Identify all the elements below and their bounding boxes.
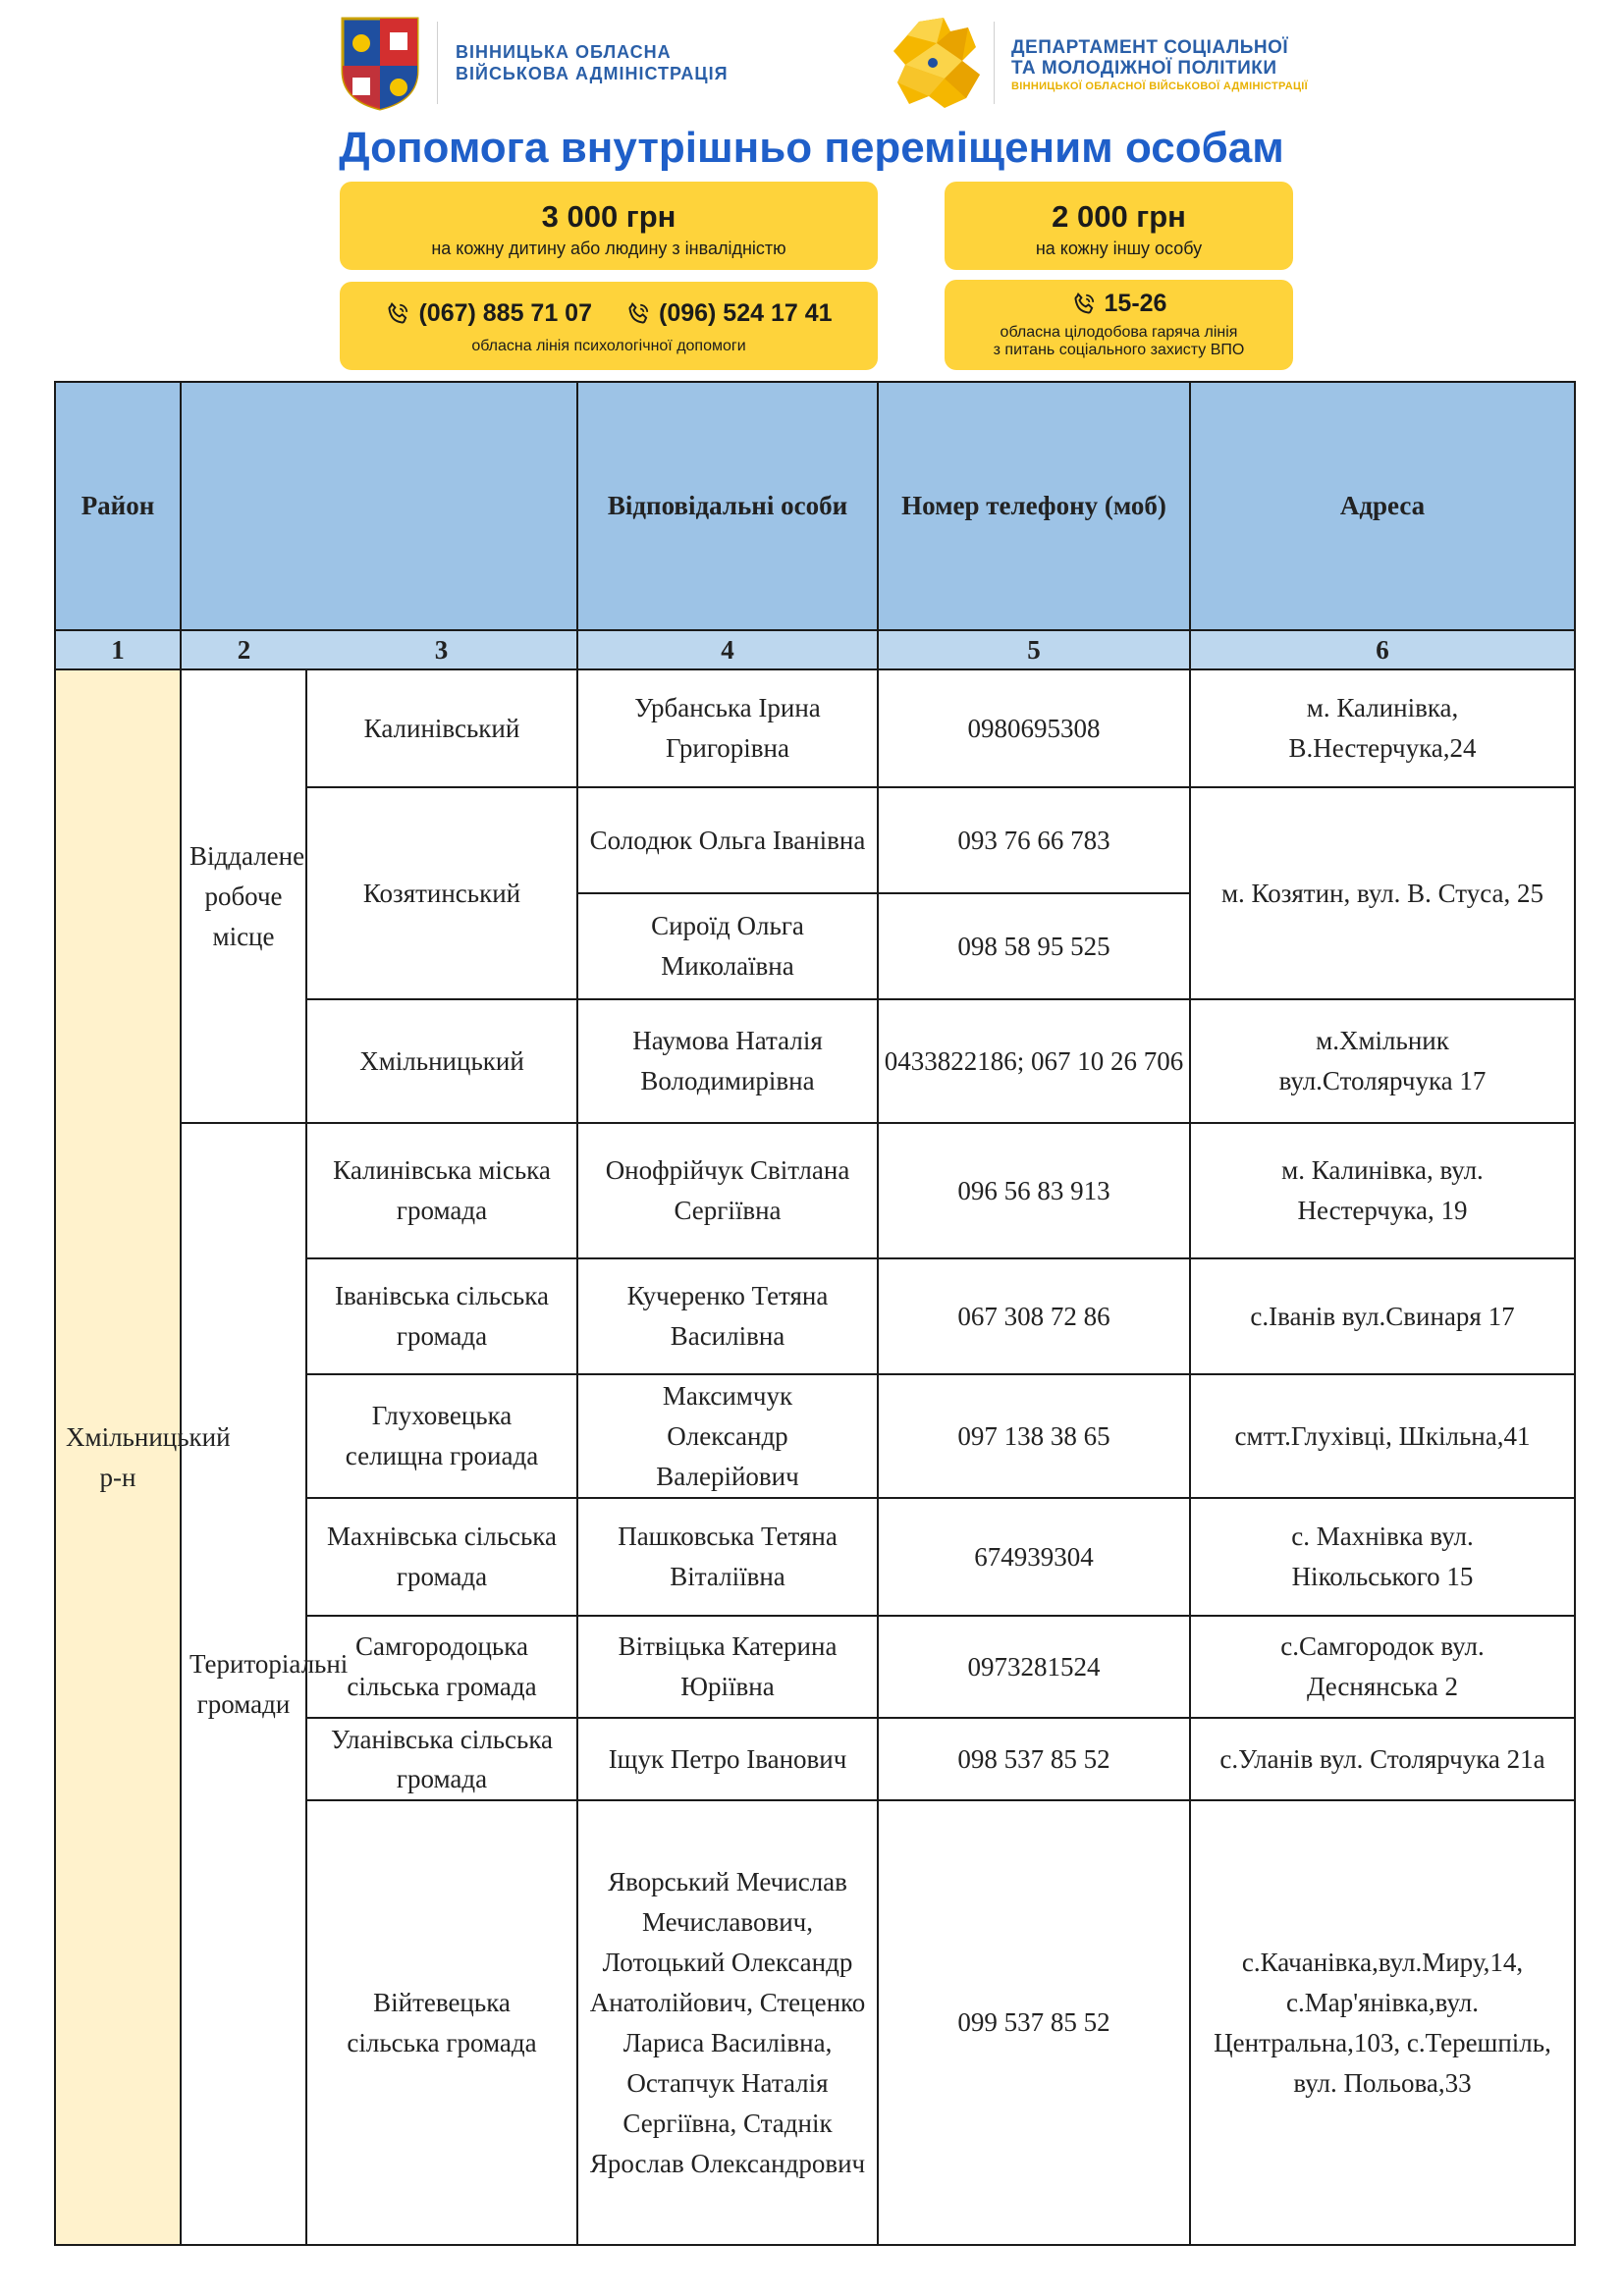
phone-icon [625, 301, 651, 327]
page-title: Допомога внутрішньо переміщеним особам [339, 124, 1284, 172]
person-cell: Сироїд Ольга Миколаївна [577, 893, 878, 999]
org-left-line-2: ВІЙСЬКОВА АДМІНІСТРАЦІЯ [456, 64, 729, 83]
header-empty [181, 382, 577, 630]
psych-help-text: обласна лінія психологічної допомоги [471, 338, 746, 354]
person-cell: Кучеренко Тетяна Василівна [577, 1258, 878, 1374]
person-cell: Солодюк Ольга Іванівна [577, 787, 878, 893]
column-number-row [55, 630, 1575, 669]
col-number: 5 [878, 630, 1190, 669]
hotline-text-1: обласна цілодобова гаряча лінія [1000, 324, 1238, 341]
unit-cell: Іванівська сільська громада [306, 1258, 577, 1374]
col-number: 4 [577, 630, 878, 669]
unit-cell: Калинівська міська громада [306, 1123, 577, 1258]
person-cell: Онофрійчук Світлана Сергіївна [577, 1123, 878, 1258]
header-responsible: Відповідальні особи [577, 382, 878, 630]
org-right-line-3: ВІННИЦЬКОЇ ОБЛАСНОЇ ВІЙСЬКОВОЇ АДМІНІСТРАЦІЇ [1011, 80, 1308, 92]
person-cell: Максимчук Олександр Валерійович [577, 1374, 878, 1498]
aid-other-amount: 2 000 грн [1052, 199, 1186, 234]
phone-cell: 099 537 85 52 [878, 1800, 1190, 2245]
hotline-number[interactable]: 15-26 [1071, 290, 1167, 318]
phone-cell: 097 138 38 65 [878, 1374, 1190, 1498]
address-cell: с. Махнівка вул. Нікольського 15 [1190, 1498, 1575, 1616]
header-address: Адреса [1190, 382, 1575, 630]
address-cell: м.Хмільник вул.Столярчука 17 [1190, 999, 1575, 1123]
org-name-left [456, 41, 729, 84]
psych-help-box [340, 282, 878, 370]
person-cell: Вітвіцька Катерина Юріївна [577, 1616, 878, 1718]
phone-cell: 674939304 [878, 1498, 1190, 1616]
vinnytsia-region-map-logo [890, 14, 988, 112]
org-right-line-1: ДЕПАРТАМЕНТ СОЦІАЛЬНОЇ [1011, 37, 1289, 58]
phone-cell: 0980695308 [878, 669, 1190, 787]
vinnytsia-coat-of-arms-logo [341, 17, 419, 111]
unit-cell: Козятинський [306, 787, 577, 999]
group-remote-cell: Віддалене робоче місце [181, 669, 306, 1123]
phone-cell: 067 308 72 86 [878, 1258, 1190, 1374]
header-phone: Номер телефону (моб) [878, 382, 1190, 630]
header-divider-left [437, 22, 438, 104]
table-row [55, 1123, 1575, 1258]
phone-cell: 0973281524 [878, 1616, 1190, 1718]
address-cell: с.Самгородок вул. Деснянська 2 [1190, 1616, 1575, 1718]
org-left-line-1: ВІННИЦЬКА ОБЛАСНА [456, 42, 672, 62]
phone-cell: 096 56 83 913 [878, 1123, 1190, 1258]
psych-phone-2[interactable]: (096) 524 17 41 [625, 299, 833, 328]
aid-child-amount: 3 000 грн [541, 199, 676, 234]
address-cell: м. Калинівка, вул. Нестерчука, 19 [1190, 1123, 1575, 1258]
psych-phone-1[interactable]: (067) 885 71 07 [385, 299, 592, 328]
header-district: Район [55, 382, 181, 630]
table-row [55, 669, 1575, 787]
person-cell: Іщук Петро Іванович [577, 1718, 878, 1800]
org-name-right [1011, 37, 1308, 92]
col-number: 2 [181, 630, 306, 669]
contacts-table [54, 381, 1576, 2246]
unit-cell: Уланівська сільська громада [306, 1718, 577, 1800]
district-cell: Хмільницький р-н [55, 669, 181, 2245]
col-number: 6 [1190, 630, 1575, 669]
address-cell: м. Козятин, вул. В. Стуса, 25 [1190, 787, 1575, 999]
aid-other-box [945, 182, 1293, 270]
hotline-text-2: з питань соціального захисту ВПО [993, 342, 1245, 358]
unit-cell: Глуховецька селищна гроиада [306, 1374, 577, 1498]
phone-cell: 093 76 66 783 [878, 787, 1190, 893]
unit-cell: Самгородоцька сільська громада [306, 1616, 577, 1718]
col-number: 3 [306, 630, 577, 669]
unit-cell: Війтевецька сільська громада [306, 1800, 577, 2245]
address-cell: с.Іванів вул.Свинаря 17 [1190, 1258, 1575, 1374]
col-number: 1 [55, 630, 181, 669]
aid-child-text: на кожну дитину або людину з інвалідністю [431, 239, 786, 258]
phone-icon [385, 301, 410, 327]
unit-cell: Махнівська сільська громада [306, 1498, 577, 1616]
aid-other-text: на кожну іншу особу [1035, 239, 1203, 258]
address-cell: смтт.Глухівці, Шкільна,41 [1190, 1374, 1575, 1498]
person-cell: Яворський Мечислав Мечиславович, Лотоцький Олександр Анатолійович, Стеценко Лариса Василівна, Остапчук Наталія Сергіївна, Стаднік Ярослав Олександрович [577, 1800, 878, 2245]
person-cell: Пашковська Тетяна Віталіївна [577, 1498, 878, 1616]
header-divider-right [994, 22, 995, 104]
phone-cell: 098 537 85 52 [878, 1718, 1190, 1800]
address-cell: м. Калинівка, В.Нестерчука,24 [1190, 669, 1575, 787]
address-cell: с.Качанівка,вул.Миру,14, с.Мар'янівка,вул. Центральна,103, с.Терешпіль, вул. Польова,33 [1190, 1800, 1575, 2245]
phone-icon [1071, 292, 1097, 317]
person-cell: Урбанська Ірина Григорівна [577, 669, 878, 787]
address-cell: с.Уланів вул. Столярчука 21а [1190, 1718, 1575, 1800]
unit-cell: Калинівський [306, 669, 577, 787]
phone-cell: 098 58 95 525 [878, 893, 1190, 999]
org-right-line-2: ТА МОЛОДІЖНОЇ ПОЛІТИКИ [1011, 58, 1277, 79]
person-cell: Наумова Наталія Володимирівна [577, 999, 878, 1123]
phone-cell: 0433822186; 067 10 26 706 [878, 999, 1190, 1123]
hotline-box [945, 280, 1293, 370]
table-header-row [55, 382, 1575, 630]
aid-child-box [340, 182, 878, 270]
unit-cell: Хмільницький [306, 999, 577, 1123]
group-territorial-cell: Територіальні громади [181, 1123, 306, 2245]
